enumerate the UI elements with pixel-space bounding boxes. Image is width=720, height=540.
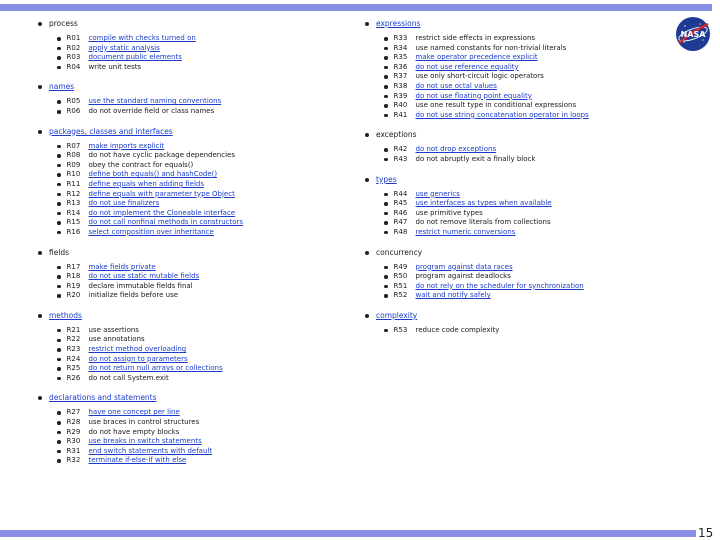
rule-link[interactable]: document public elements — [88, 53, 182, 62]
section — [38, 310, 338, 384]
section-title: fields — [49, 247, 70, 257]
section-header[interactable] — [38, 392, 338, 404]
bullet-icon — [38, 314, 42, 318]
bullet-icon — [384, 56, 388, 60]
section-title[interactable]: expressions — [376, 19, 421, 28]
rule-link[interactable]: do not use octal values — [415, 81, 497, 90]
bullet-icon — [365, 22, 369, 26]
bullet-icon — [57, 221, 61, 225]
rule-item — [384, 155, 665, 165]
rule-item[interactable] — [57, 190, 338, 200]
bullet-icon — [57, 100, 61, 104]
section-header[interactable] — [38, 81, 338, 93]
rule-id: R06 — [66, 106, 81, 115]
rule-link[interactable]: do not use finalizers — [88, 199, 160, 208]
section — [38, 18, 338, 72]
section-title[interactable]: methods — [49, 310, 82, 320]
rule-id: R49 — [393, 262, 408, 271]
rule-id: R41 — [393, 110, 408, 119]
bullet-icon — [365, 251, 369, 255]
bullet-icon — [384, 114, 388, 118]
rule-id: R48 — [393, 227, 408, 236]
rule-item[interactable] — [384, 53, 665, 63]
rule-id: R11 — [66, 179, 81, 188]
bullet-icon — [384, 266, 388, 270]
rule-link[interactable]: do not call nonfinal methods in constructors — [88, 218, 244, 227]
bullet-icon — [57, 421, 61, 425]
rule-item[interactable] — [57, 456, 338, 466]
bullet-icon — [384, 329, 388, 333]
bullet-icon — [57, 164, 61, 168]
rule-item[interactable] — [384, 263, 665, 273]
rule-id: R30 — [66, 437, 81, 446]
bullet-icon — [384, 66, 388, 70]
bullet-icon — [57, 275, 61, 279]
rule-list — [57, 326, 338, 384]
bullet-icon — [38, 22, 42, 26]
rule-id: R44 — [393, 189, 408, 198]
section-title: exceptions — [376, 130, 417, 140]
rule-link[interactable]: do not implement the Cloneable interface — [88, 208, 236, 217]
rule-id: R16 — [66, 227, 81, 236]
rule-id: R37 — [393, 72, 408, 81]
left-column — [38, 18, 338, 475]
rule-item[interactable] — [57, 263, 338, 273]
section-title: process — [49, 19, 78, 28]
rule-id: R53 — [393, 325, 408, 334]
rule-id: R13 — [66, 199, 81, 208]
rule-item — [384, 34, 665, 44]
bullet-icon — [57, 47, 61, 51]
bullet-icon — [365, 178, 369, 182]
rule-text: write unit tests — [88, 62, 142, 71]
rule-id: R07 — [66, 141, 81, 150]
section-title[interactable]: types — [376, 174, 397, 184]
rule-id: R31 — [66, 446, 81, 455]
rule-item[interactable] — [57, 44, 338, 54]
section-header — [38, 18, 338, 30]
bullet-icon — [38, 251, 42, 255]
rule-id: R20 — [66, 291, 81, 300]
rule-text: do not override field or class names — [88, 106, 215, 115]
bullet-icon — [38, 396, 42, 400]
rule-item — [384, 326, 665, 336]
section — [365, 310, 665, 336]
rule-item[interactable] — [57, 209, 338, 219]
rule-item[interactable] — [57, 142, 338, 152]
section — [38, 392, 338, 466]
bullet-icon — [384, 85, 388, 89]
bullet-icon — [57, 145, 61, 149]
rule-text: declare immutable fields final — [88, 281, 193, 290]
rule-item — [384, 272, 665, 282]
rule-text: use primitive types — [415, 208, 483, 217]
rule-item[interactable] — [57, 97, 338, 107]
rule-text: use named constants for non-trivial literals — [415, 43, 567, 52]
bullet-icon — [384, 95, 388, 99]
bullet-icon — [57, 202, 61, 206]
rule-item — [57, 291, 338, 301]
section-header[interactable] — [365, 174, 665, 186]
rule-id: R26 — [66, 373, 81, 382]
section — [365, 174, 665, 238]
rule-item[interactable] — [57, 364, 338, 374]
rule-item — [57, 326, 338, 336]
rule-link[interactable]: terminate if-else-if with else — [88, 456, 187, 465]
top-band — [0, 4, 712, 11]
rule-item[interactable] — [57, 437, 338, 447]
rule-text: initialize fields before use — [88, 291, 179, 300]
rule-item — [57, 335, 338, 345]
rule-id: R08 — [66, 151, 81, 160]
bullet-icon — [57, 37, 61, 41]
section-title[interactable]: names — [49, 82, 75, 92]
bullet-icon — [384, 148, 388, 152]
bullet-icon — [384, 158, 388, 162]
rule-list — [57, 97, 338, 116]
rule-item[interactable] — [57, 355, 338, 365]
section — [365, 247, 665, 301]
bullet-icon — [384, 231, 388, 235]
rule-item — [57, 282, 338, 292]
rule-id: R19 — [66, 281, 81, 290]
rule-item[interactable] — [384, 228, 665, 238]
bullet-icon — [365, 314, 369, 318]
rule-link[interactable]: define equals when adding fields — [88, 179, 205, 188]
rule-link[interactable]: do not rely on the scheduler for synchronization — [415, 281, 584, 290]
bullet-icon — [57, 231, 61, 235]
rule-item[interactable] — [384, 82, 665, 92]
rule-id: R46 — [393, 208, 408, 217]
rule-text: reduce code complexity — [415, 325, 500, 334]
rule-id: R01 — [66, 34, 81, 42]
bullet-icon — [365, 133, 369, 137]
rule-list — [57, 263, 338, 301]
section-title: concurrency — [376, 247, 423, 257]
rule-list — [384, 326, 665, 336]
section-header — [38, 247, 338, 259]
rule-item[interactable] — [57, 218, 338, 228]
bullet-icon — [57, 266, 61, 270]
bullet-icon — [38, 85, 42, 89]
rule-id: R40 — [393, 101, 408, 110]
rule-item[interactable] — [57, 345, 338, 355]
rule-link[interactable]: use breaks in switch statements — [88, 437, 202, 446]
rule-id: R14 — [66, 208, 81, 217]
rule-text: restrict side effects in expressions — [415, 34, 536, 42]
rule-link[interactable]: end switch statements with default — [88, 446, 213, 455]
bullet-icon — [384, 275, 388, 279]
rule-id: R34 — [393, 43, 408, 52]
rule-link[interactable]: define both equals() and hashCode() — [88, 170, 218, 179]
page-number: 15 — [698, 526, 714, 540]
rule-link[interactable]: do not drop exceptions — [415, 145, 497, 154]
bullet-icon — [57, 294, 61, 298]
rule-link[interactable]: use the standard naming conventions — [88, 97, 222, 106]
rule-item[interactable] — [57, 447, 338, 457]
rule-link[interactable]: do not use floating point equality — [415, 91, 532, 100]
bullet-icon — [57, 183, 61, 187]
bullet-icon — [57, 348, 61, 352]
rule-id: R28 — [66, 418, 81, 427]
rule-id: R21 — [66, 325, 81, 334]
bullet-icon — [384, 202, 388, 206]
bullet-icon — [57, 110, 61, 114]
rule-item — [57, 151, 338, 161]
section — [38, 126, 338, 238]
bullet-icon — [57, 56, 61, 60]
rule-item — [384, 209, 665, 219]
rule-link[interactable]: restrict method overloading — [88, 345, 187, 354]
section-header[interactable] — [38, 310, 338, 322]
rule-list — [57, 408, 338, 466]
bullet-icon — [384, 193, 388, 197]
rule-text: do not call System.exit — [88, 373, 169, 382]
bullet-icon — [57, 377, 61, 381]
rule-id: R45 — [393, 199, 408, 208]
bullet-icon — [57, 411, 61, 415]
rule-text: program against deadlocks — [415, 272, 511, 281]
rule-id: R39 — [393, 91, 408, 100]
rule-text: use one result type in conditional expressions — [415, 101, 577, 110]
bullet-icon — [384, 212, 388, 216]
rule-id: R38 — [393, 81, 408, 90]
bullet-icon — [384, 285, 388, 289]
rule-link[interactable]: make imports explicit — [88, 141, 165, 150]
bullet-icon — [57, 329, 61, 333]
rule-list — [384, 34, 665, 120]
rule-item — [57, 374, 338, 384]
bullet-icon — [38, 130, 42, 134]
bullet-icon — [57, 212, 61, 216]
rule-link[interactable]: do not use string concatenation operator in loops — [415, 110, 589, 119]
rule-item — [57, 63, 338, 73]
rule-id: R32 — [66, 456, 81, 465]
bottom-band — [0, 530, 712, 537]
bullet-icon — [57, 450, 61, 454]
section — [38, 247, 338, 301]
section-title[interactable]: declarations and statements — [49, 393, 157, 403]
rule-id: R47 — [393, 218, 408, 227]
section-header — [365, 129, 665, 141]
rule-item[interactable] — [384, 92, 665, 102]
rule-link[interactable]: restrict numeric conversions — [415, 227, 516, 236]
rule-link[interactable]: make fields private — [88, 262, 156, 271]
rule-id: R29 — [66, 427, 81, 436]
rule-item[interactable] — [57, 180, 338, 190]
rule-id: R15 — [66, 218, 81, 227]
bullet-icon — [384, 37, 388, 41]
rule-text: obey the contract for equals() — [88, 160, 194, 169]
rule-list — [384, 145, 665, 164]
rule-id: R50 — [393, 272, 408, 281]
rule-link[interactable]: do not use reference equality — [415, 62, 519, 71]
rule-id: R12 — [66, 189, 81, 198]
bullet-icon — [57, 285, 61, 289]
bullet-icon — [57, 154, 61, 158]
rule-item — [384, 44, 665, 54]
rule-link[interactable]: use generics — [415, 189, 460, 198]
section-header[interactable] — [38, 126, 338, 138]
section-header[interactable] — [365, 18, 665, 30]
bullet-icon — [384, 75, 388, 79]
rule-item — [384, 72, 665, 82]
nasa-logo-text: NASA — [680, 30, 706, 39]
rule-id: R24 — [66, 354, 81, 363]
rule-item[interactable] — [57, 34, 338, 44]
rule-id: R10 — [66, 170, 81, 179]
rule-id: R04 — [66, 62, 81, 71]
rule-item[interactable] — [57, 228, 338, 238]
rule-list — [57, 34, 338, 72]
rule-link[interactable]: have one concept per line — [88, 408, 180, 417]
rule-item[interactable] — [384, 282, 665, 292]
rule-id: R42 — [393, 145, 408, 154]
rule-id: R27 — [66, 408, 81, 417]
rule-id: R17 — [66, 262, 81, 271]
rule-item — [384, 218, 665, 228]
rule-id: R35 — [393, 53, 408, 62]
rule-link[interactable]: do not assign to parameters — [88, 354, 188, 363]
rule-id: R22 — [66, 335, 81, 344]
rule-link[interactable]: wait and notify safely — [415, 291, 491, 300]
rule-link[interactable]: do not use static mutable fields — [88, 272, 200, 281]
rule-item[interactable] — [384, 145, 665, 155]
section-header[interactable] — [365, 310, 665, 322]
rule-item[interactable] — [384, 190, 665, 200]
rule-list — [384, 190, 665, 238]
rule-text: do not have cyclic package dependencies — [88, 151, 235, 160]
rule-link[interactable]: define equals with parameter type Object — [88, 189, 235, 198]
rule-text: use only short-circuit logic operators — [415, 72, 544, 81]
rule-item[interactable] — [57, 199, 338, 209]
rule-list — [57, 142, 338, 238]
rule-item[interactable] — [57, 408, 338, 418]
rule-item — [57, 107, 338, 117]
rule-item — [57, 418, 338, 428]
rule-text: do not abruptly exit a finally block — [415, 154, 536, 163]
rule-item[interactable] — [57, 170, 338, 180]
rule-link[interactable]: make operator precedence explicit — [415, 53, 538, 62]
rule-id: R25 — [66, 364, 81, 373]
rule-item[interactable] — [384, 291, 665, 301]
rule-item[interactable] — [384, 111, 665, 121]
rule-id: R03 — [66, 53, 81, 62]
bullet-icon — [57, 358, 61, 362]
rule-item — [57, 161, 338, 171]
bullet-icon — [57, 193, 61, 197]
rule-item[interactable] — [384, 199, 665, 209]
bullet-icon — [57, 431, 61, 435]
rule-text: do not have empty blocks — [88, 427, 180, 436]
section — [38, 81, 338, 116]
rule-id: R36 — [393, 62, 408, 71]
bullet-icon — [57, 173, 61, 177]
bullet-icon — [57, 440, 61, 444]
section-header — [365, 247, 665, 259]
nasa-logo — [675, 16, 711, 52]
rule-id: R09 — [66, 160, 81, 169]
bullet-icon — [384, 47, 388, 51]
rule-id: R51 — [393, 281, 408, 290]
rule-text: use assertions — [88, 325, 139, 334]
rule-item[interactable] — [57, 272, 338, 282]
rule-link[interactable]: select composition over inheritance — [88, 227, 214, 236]
bullet-icon — [57, 339, 61, 343]
rule-link[interactable]: program against data races — [415, 262, 513, 271]
rule-item[interactable] — [384, 63, 665, 73]
rule-item — [57, 428, 338, 438]
rule-link[interactable]: compile with checks turned on — [88, 34, 196, 42]
rule-item[interactable] — [57, 53, 338, 63]
bullet-icon — [384, 104, 388, 108]
bullet-icon — [57, 66, 61, 70]
rule-list — [384, 263, 665, 301]
bullet-icon — [57, 367, 61, 371]
right-column — [365, 18, 665, 344]
rule-link[interactable]: do not return null arrays or collections — [88, 364, 223, 373]
section — [365, 129, 665, 164]
section-title[interactable]: packages, classes and interfaces — [49, 126, 173, 136]
bullet-icon — [384, 221, 388, 225]
bullet-icon — [384, 294, 388, 298]
rule-id: R18 — [66, 272, 81, 281]
section — [365, 18, 665, 120]
rule-link[interactable]: use interfaces as types when available — [415, 199, 552, 208]
rule-text: do not remove literals from collections — [415, 218, 551, 227]
rule-id: R05 — [66, 97, 81, 106]
rule-id: R02 — [66, 43, 81, 52]
rule-link[interactable]: apply static analysis — [88, 43, 160, 52]
rule-item — [384, 101, 665, 111]
rule-id: R23 — [66, 345, 81, 354]
bullet-icon — [57, 459, 61, 463]
rule-id: R52 — [393, 291, 408, 300]
rule-id: R33 — [393, 34, 408, 42]
rule-id: R43 — [393, 154, 408, 163]
section-title[interactable]: complexity — [376, 310, 418, 320]
rule-text: use braces in control structures — [88, 418, 200, 427]
rule-text: use annotations — [88, 335, 145, 344]
